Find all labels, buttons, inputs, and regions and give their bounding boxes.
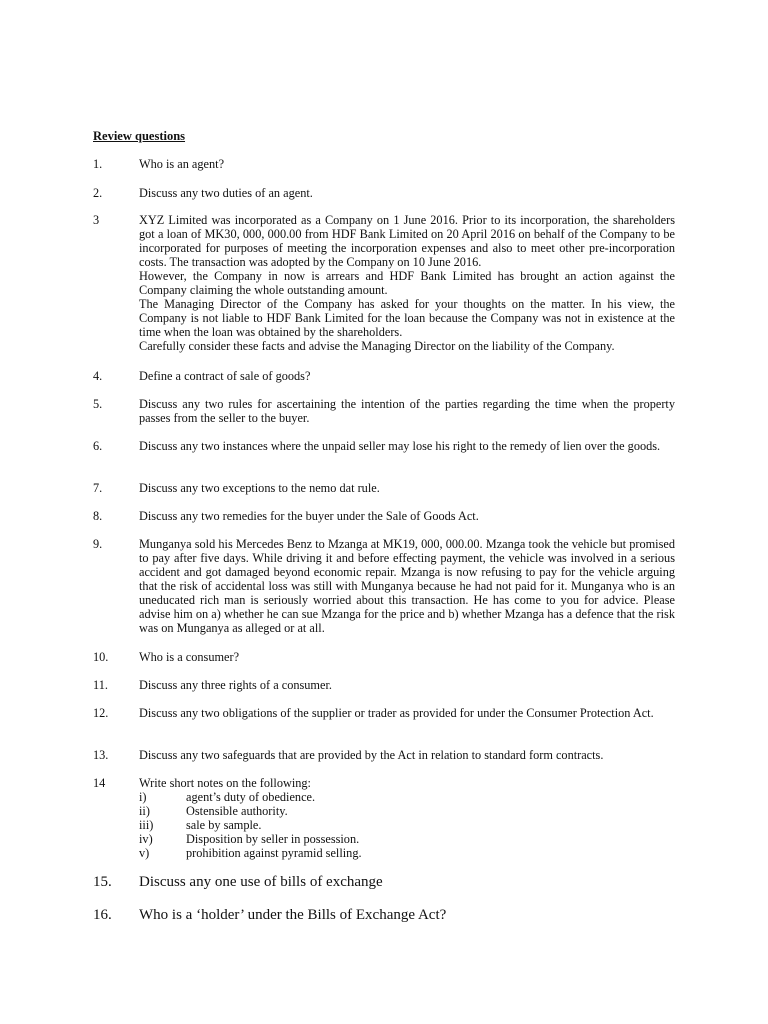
question-number: 10.: [93, 650, 109, 664]
sub-item-number: iii): [139, 818, 154, 832]
question-4: [93, 369, 675, 383]
question-12: [93, 706, 675, 720]
sub-item: [139, 846, 675, 860]
question-3: [93, 213, 675, 353]
question-paragraph: The Managing Director of the Company has asked for your thoughts on the matter. In his view, the Company is not liable to HDF Bank Limited for the loan because the Company was not in existence at the time when the loan was obtained by the shareholders.: [139, 297, 675, 339]
question-16: [93, 906, 675, 924]
review-questions-heading: Review questions: [93, 129, 186, 143]
question-15: [93, 873, 675, 891]
question-number: 7.: [93, 481, 103, 495]
question-text: Who is a consumer?: [139, 650, 240, 664]
question-text: Discuss any two remedies for the buyer under the Sale of Goods Act.: [139, 509, 479, 523]
question-text: Discuss any three rights of a consumer.: [139, 678, 332, 692]
question-number: 3: [93, 213, 100, 227]
question-number: 13.: [93, 748, 109, 762]
question-14: [93, 776, 675, 860]
question-6: [93, 439, 675, 453]
sub-item-number: v): [139, 846, 150, 860]
sub-item: [139, 818, 675, 832]
question-text: Discuss any two safeguards that are provided by the Act in relation to standard form contracts.: [139, 748, 604, 762]
question-number: 1.: [93, 157, 103, 171]
question-number: 8.: [93, 509, 103, 523]
question-1: [93, 157, 675, 171]
question-text: [139, 776, 675, 860]
sub-item-number: iv): [139, 832, 153, 846]
sub-item-text: Disposition by seller in possession.: [186, 832, 360, 846]
question-number: 16.: [93, 907, 112, 923]
sub-item: [139, 832, 675, 846]
question-intro: Write short notes on the following:: [139, 776, 311, 790]
question-text: Who is an agent?: [139, 157, 225, 171]
question-text: Discuss any one use of bills of exchange: [139, 874, 383, 890]
sub-item: [139, 790, 675, 804]
question-paragraph: However, the Company in now is arrears and HDF Bank Limited has brought an action against the Company claiming the whole outstanding amount.: [139, 269, 675, 297]
question-number: 2.: [93, 186, 103, 200]
sub-item-text: sale by sample.: [186, 818, 262, 832]
question-text: Discuss any two obligations of the supplier or trader as provided for under the Consumer Protection Act.: [139, 706, 654, 720]
question-10: [93, 650, 675, 664]
sub-item-number: i): [139, 790, 147, 804]
question-number: 6.: [93, 439, 103, 453]
question-8: [93, 509, 675, 523]
question-number: 11.: [93, 678, 108, 692]
question-number: 9.: [93, 537, 103, 551]
question-paragraph: XYZ Limited was incorporated as a Company on 1 June 2016. Prior to its incorporation, the shareholders got a loan of MK30, 000, 000.00 from HDF Bank Limited on 20 April 2016 on behalf of the Company to be incorporated for purposes of meeting the incorporation expenses and also to meet other pre-incorporation costs. The transaction was adopted by the Company on 10 June 2016.: [139, 213, 675, 269]
sub-item-text: prohibition against pyramid selling.: [186, 846, 362, 860]
question-13: [93, 748, 675, 762]
question-11: [93, 678, 675, 692]
question-9: [93, 537, 675, 635]
question-text: Define a contract of sale of goods?: [139, 369, 311, 383]
question-number: 15.: [93, 874, 112, 890]
sub-item-text: agent’s duty of obedience.: [186, 790, 316, 804]
question-text: Discuss any two rules for ascertaining the intention of the parties regarding the time when the property passes from the seller to the buyer.: [139, 397, 675, 425]
question-paragraph: Carefully consider these facts and advise the Managing Director on the liability of the Company.: [139, 339, 615, 353]
question-text: Discuss any two instances where the unpaid seller may lose his right to the remedy of lien over the goods.: [139, 439, 661, 453]
sub-item-number: ii): [139, 804, 150, 818]
question-text: Discuss any two duties of an agent.: [139, 186, 313, 200]
question-text: Discuss any two exceptions to the nemo dat rule.: [139, 481, 380, 495]
question-5: [93, 397, 675, 425]
sub-item-text: Ostensible authority.: [186, 804, 288, 818]
question-text: Who is a ‘holder’ under the Bills of Exchange Act?: [139, 907, 447, 923]
question-text: Munganya sold his Mercedes Benz to Mzanga at MK19, 000, 000.00. Mzanga took the vehicle but promised to pay after five days. While driving it and before effecting payment, the vehicle was involved in a serious accident and got damaged beyond economic repair. Mzanga is now refusing to pay for the vehicle arguing that the risk of accidental loss was still with Munganya because he had not paid for it. Munganya who is an uneducated rich man is seriously worried about this transaction. He has come to you for advice. Please advise him on a) whether he can sue Mzanga for the price and b) whether Mzanga has a defence that the risk was on Munganya as alleged or at all.: [139, 537, 675, 635]
sub-item: [139, 804, 675, 818]
question-2: [93, 186, 675, 200]
question-number: 5.: [93, 397, 103, 411]
question-text: [139, 213, 675, 353]
question-number: 14: [93, 776, 106, 790]
question-number: 4.: [93, 369, 103, 383]
question-7: [93, 481, 675, 495]
question-number: 12.: [93, 706, 109, 720]
